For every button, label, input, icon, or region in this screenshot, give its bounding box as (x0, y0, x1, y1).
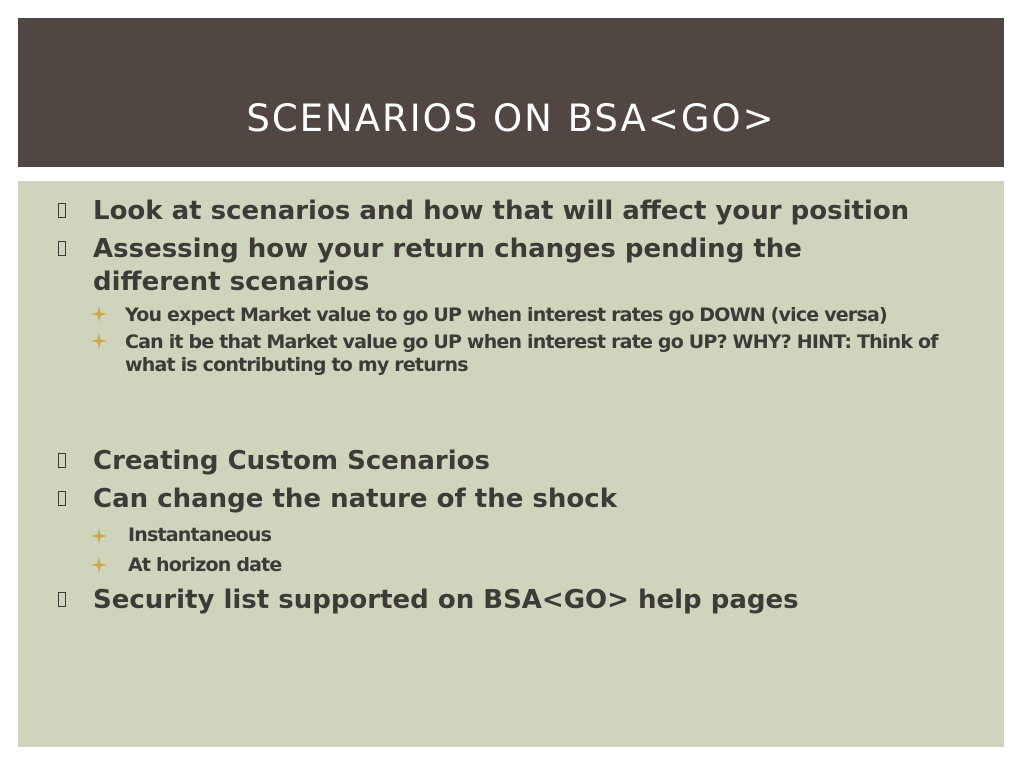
star-bullet-icon (91, 528, 107, 544)
star-bullet-icon (91, 557, 107, 573)
sub-bullet-item: Can it be that Market value go UP when interest rate go UP? WHY? HINT: Think of (125, 331, 938, 353)
bullet-item: Look at scenarios and how that will affect your position (93, 196, 910, 226)
square-bullet-icon (58, 491, 66, 506)
square-bullet-icon (58, 453, 66, 468)
square-bullet-icon (58, 592, 66, 607)
sub-bullet-item-continuation: what is contributing to my returns (125, 354, 468, 376)
sub-bullet-item: Instantaneous (128, 524, 272, 546)
content-area (18, 181, 1004, 747)
sub-bullet-item: At horizon date (128, 554, 282, 576)
bullet-item: Creating Custom Scenarios (93, 446, 490, 476)
title-bar (18, 18, 1004, 167)
slide-title: SCENARIOS ON BSA<GO> (246, 97, 776, 140)
star-bullet-icon (91, 333, 107, 349)
bullet-item: Security list supported on BSA<GO> help pages (93, 585, 799, 615)
bullet-item: Assessing how your return changes pending the (93, 234, 802, 264)
square-bullet-icon (58, 241, 66, 256)
square-bullet-icon (58, 203, 66, 218)
bullet-item-continuation: different scenarios (93, 267, 370, 297)
star-bullet-icon (91, 306, 107, 322)
sub-bullet-item: You expect Market value to go UP when interest rates go DOWN (vice versa) (125, 304, 887, 326)
bullet-item: Can change the nature of the shock (93, 484, 617, 514)
